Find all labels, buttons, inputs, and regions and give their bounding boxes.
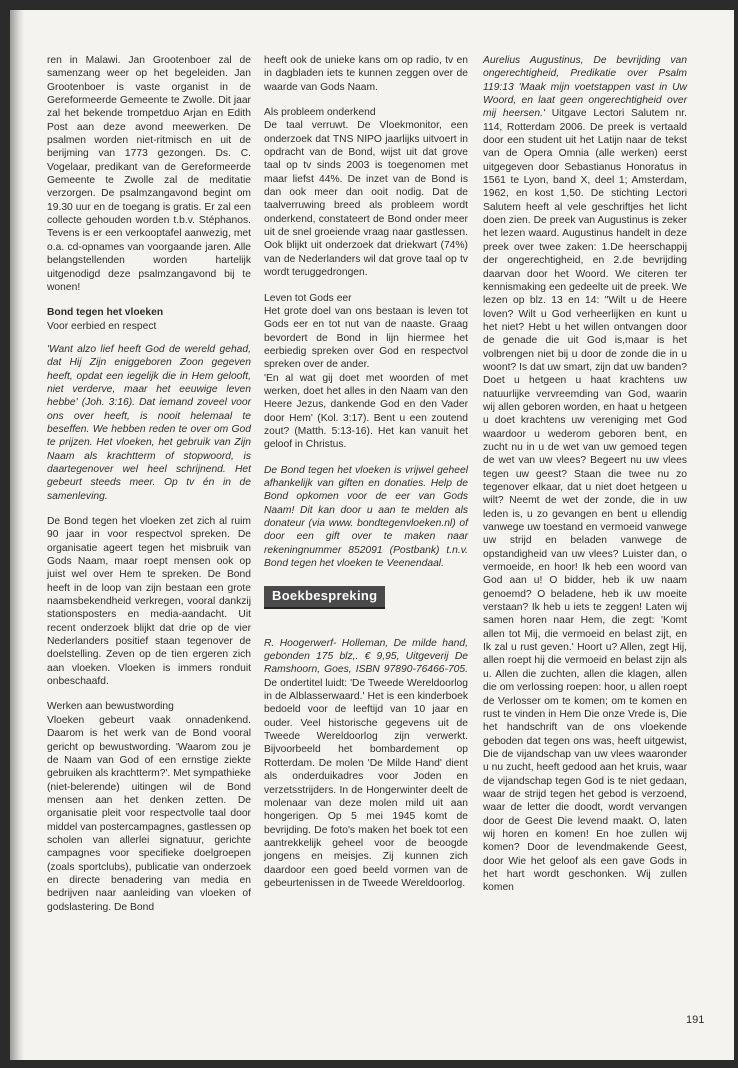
bond-paragraph: De Bond tegen het vloeken zet zich al ruim 90 jaar in voor respectvol spreken. De organisatie ageert tegen het misbruik van Gods Naam, maar roept mensen ook op juist wel over Hem te spreken. De Bond heeft in de loop van zijn bestaan een grote naamsbekendheid verkregen, vooral dankzij stationsposters en media-aandacht. Uit recent onderzoek blijkt dat drie op de vier Nederlanders positief staan tegenover de doelstelling. Zeven op de tien ergeren zich aan vloeken. Vloeken is immers ronduit onbeschaafd. [47, 516, 251, 688]
book-review [264, 637, 468, 891]
page-binding-gutter [10, 10, 24, 1060]
donation-appeal: De Bond tegen het vloeken is vrijwel geheel afhankelijk van giften en donaties. Help de Bond opkomen voor de eer van Gods Naam! Dit kan door u aan te melden als donateur (via www. bondtegenvloeken.nl) of door een gift over te maken naar rekeningnummer 852091 (Postbank) t.n.v. Bond tegen het vloeken te Veenendaal. [264, 464, 468, 570]
language-paragraph: De taal verruwt. De Vloekmonitor, een onderzoek dat TNS NIPO jaarlijks uitvoert in opdracht van de Bond, wijst uit dat grove taal op tv sinds 2003 is toegenomen met maar liefst 44%. De inzet van de Bond is dan ook meer dan ooit nodig. Dat de taalverruwing breed als probleem wordt onderkend, constateert de Bond onder meer uit de snel groeiende vraag naar gastlessen. Ook blijkt uit onderzoek dat driekwart (74%) van de Nederlanders wil dat grove taal op tv wordt teruggedrongen. [264, 120, 468, 279]
sermon-review [483, 54, 687, 895]
magazine-page [10, 10, 734, 1060]
column-middle [264, 54, 468, 902]
article-subheading: Voor eerbied en respect [47, 320, 157, 332]
sermon-review-body: Uitgave Lectori Salutem nr. 114, Rotterdam 2006. De preek is vertaald door een student uit het Latijn naar de tekst van de Opera Omnia (alle werken) eerst uitgegeven door Sebastianus Honoratus in 1561 te Lyon, band X, deel 1; Amsterdam, 1962, en kost 1,50. De stichting Lectori Salutem heeft al vele geschriftjes het licht doen zien. De preek van Augustinus is zeker het lezen waard. Augustinus handelt in deze preek over twee zaken: 1.De heerschappij der ongerechtigheid, en 2.de bevrijding daarvan door het Woord. We citeren ter kennismaking een gedeelte uit de preek. We lezen op blz. 13 en 14: "Wilt u de Heere loven? Wilt u God verheerlijken en kunt u het niet? Hebt u het willen ontvangen door de genade die uit God is,maar is het volbrengen niet bij u door de zonde die in u woont? Is dat uw smart, zijn dat uw banden? Doet u hetgeen u haat krachtens uw natuurlijke vervreemding van God, waarin wij allen geboren worden, en haat u hetgeen u doet krachtens uw vereniging met God waardoor u wederom geboren bent, en zucht nu in u de wet van uw gemoed tegen de wet van uw vlees? Begeert nu uw vlees tegen uw geest? Staan die twee nu zo tegenover elkaar, dat u niet doet hetgeen u wilt? Neemt de wet der zonde, die in uw leden is, u zo gevangen en bent u ellendig vanwege uw toestand en vermoeid vanwege uw strijd en beladen vanwege de opstandigheid van uw vlees? Luister dan, o vermoeide, en hoor! Ik heb een woord van God aan u! O bidder, heb ik uw naam genoemd? O beladene, heb ik uw moeite verstaan? Ik heb u iets te zeggen! Laten wij samen horen naar Hem, die zegt: 'Komt allen tot Mij, die vermoeid en belast zijt, en Ik zal u rust geven.' Hoort u? Allen, zegt Hij, allen roept hij die vermoeid en belast zijn als u. Allen die zuchten, allen die klagen, allen die om verlossing roepen: hoor, u allen roept de Verlosser om te komen; om te komen en rust te vinden in Hem Die onze Vrede is, Die het handschrift van de ons vloekende geboden dat tegen ons was, heeft uitgewist, Die de vijandschap van uw vlees waaronder u nu zucht, heeft gedood aan het kruis, waar de vijandschap tegen God is te niet gedaan, waar de strijd tegen het gebod is verzoend, waar de letter die doodt, wordt vervangen door de Geest Die levend maakt. O, laten wij horen en komen! En hoe zullen wij komen? Door de levendmakende Geest, door Wie het geloof als een gave Gods in het hart wordt geschonken. Wij zullen komen [483, 108, 687, 894]
article-heading: Bond tegen het vloeken [47, 307, 164, 319]
book-citation: R. Hoogerwerf- Holleman, De milde hand, gebonden 175 blz,. € 9,95, Uitgeverij De Ramshoorn, Goes, ISBN 97890-76466-705. [264, 637, 468, 676]
section-subheading: Leven tot Gods eer [264, 292, 352, 304]
section-badge: Boekbespreking [264, 586, 385, 608]
colossians-paragraph: 'En al wat gij doet met woorden of met werken, doet het alles in den Naam van den Heere Jezus, dankende God en den Vader door Hem' (Kol. 3:17). Bent u een zoutend zout? (Matth. 5:13-16). Het kan vanuit het geloof in Christus. [264, 372, 468, 451]
column-left [47, 54, 251, 926]
awareness-paragraph: Vloeken gebeurt vaak onnadenkend. Daarom is het werk van de Bond vooral gericht op bewustwording. 'Waarom zou je de Naam van God of een ernstige ziekte gebruiken als krachtterm?'. Met sympathieke (niet-belerende) uitingen wil de Bond mensen aan het denken zetten. De organisatie pleit voor respectvolle taal door middel van postercampagnes, gastlessen op scholen van allerlei signatuur, gerichte campagnes voor specifieke doelgroepen (zoals sportclubs), publicatie van onderzoek en directe benadering van media en bedrijven naar aanleiding van vloeken of godslastering. De Bond [47, 714, 251, 913]
sermon-citation: Aurelius Augustinus, De bevrijding van ongerechtigheid, Predikatie over Psalm 119:13 'Maak mijn voetstappen vast in Uw Woord, en laat geen ongerechtigheid over mij heersen.' [483, 55, 687, 120]
media-paragraph: heeft ook de unieke kans om op radio, tv en in dagbladen iets te kunnen zeggen over de waarde van Gods Naam. [264, 55, 468, 93]
section-subheading: Als probleem onderkend [264, 107, 376, 119]
scripture-quote: 'Want alzo lief heeft God de wereld gehad, dat Hij Zijn eniggeboren Zoon gegeven heeft, opdat een iegelijk die in Hem gelooft, niet verderve, maar het eeuwige leven hebbe' (Joh. 3:16). Dat iemand zoveel voor ons over heeft, is nooit helemaal te beseffen. We hebben reden te over om God te prijzen. Het vloeken, het gebruik van Zijn Naam als krachtterm of stopwoord, is daartegenover wel heel schrijnend. Het gebeurt steeds meer. Op tv én in de samenleving. [47, 343, 251, 502]
psalm-evening-paragraph: ren in Malawi. Jan Grootenboer zal de samenzang weer op het begeleiden. Jan Grootenboer is vaste organist in de Gereformeerde Gemeente te Zwolle. Dit jaar zal het bekende trompetduo Arjan en Edith Post aan deze avond meewerken. De psalmen worden niet-ritmisch en uit de berijming van 1773 gezongen. Ds. C. Vogelaar, predikant van de Gereformeerde Gemeente te Zwolle zal de meditatie verzorgen. De psalmzangavond begint om 19.30 uur en de toegang is gratis. Er zal een collecte gehouden worden t.b.v. Stéphanos. Tevens is er een verkooptafel aanwezig, met o.a. cd-opnames van voorgaande jaren. Alle belangstellenden worden hartelijk uitgenodigd deze psalmzangavond bij te wonen! [47, 55, 251, 293]
page-number: 191 [686, 1014, 705, 1026]
gods-honour-paragraph: Het grote doel van ons bestaan is leven tot Gods eer en tot nut van de naaste. Graag bevordert de Bond in lijn hiermee het eerbiedig spreken over God en respectvol spreken over de ander. [264, 305, 468, 371]
column-right [483, 54, 687, 907]
book-review-body: De ondertitel luidt: 'De Tweede Wereldoorlog in de Alblasserwaard.' Het is een kinderboek bedoeld voor de leeftijd van 10 jaar en ouder. Veel historische gegevens uit de Tweede Wereldoorlog zijn verwerkt. Bijvoorbeeld het bombardement op Rotterdam. De molen 'De Milde Hand' dient als onderduikadres voor Joden en verzetsstrijders. In de Hongerwinter deelt de molenaar van deze molen mild uit aan hongerigen. Op 5 mei 1945 komt de bevrijding. De foto's maken het boek tot een aantrekkelijk geheel voor de beoogde jongens en meisjes. Zij kunnen zich daardoor een goed beeld vormen van de gebeurtenissen in de Tweede Wereldoorlog. [264, 677, 468, 889]
section-subheading: Werken aan bewustwording [47, 701, 174, 713]
